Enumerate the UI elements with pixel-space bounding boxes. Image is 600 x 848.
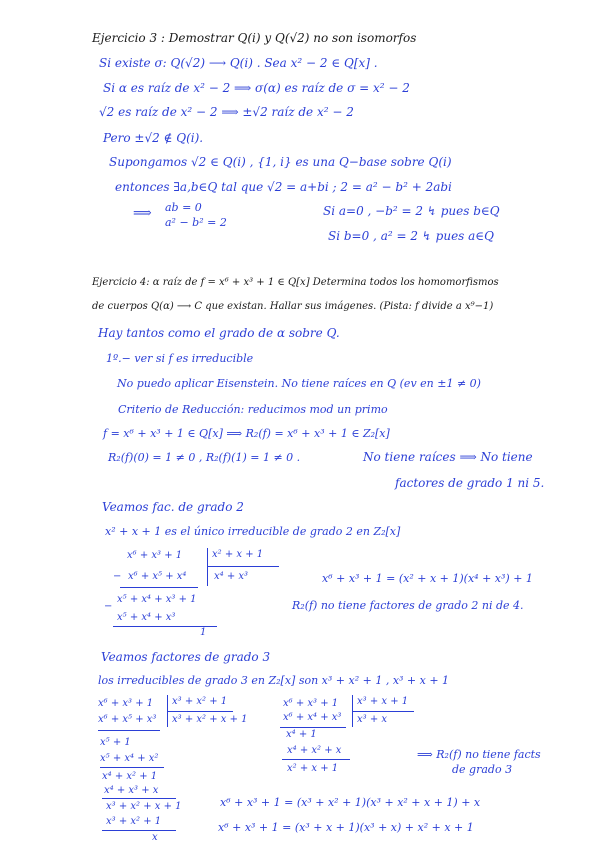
divB-step-3: x⁴ + x² + x <box>287 745 342 756</box>
div1-divisor-rule <box>207 566 279 567</box>
div1-equation: x⁶ + x³ + 1 = (x² + x + 1)(x⁴ + x³) + 1 <box>322 572 533 585</box>
ex4-line-5: f = x⁶ + x³ + 1 ∈ Q[x] ⟹ R₂(f) = x⁶ + x³ + 1 ∈ Z₂[x] <box>103 427 390 440</box>
divB-step-1: x⁶ + x⁴ + x³ <box>283 712 342 723</box>
ex4-title-line-1: Ejercicio 4: α raíz de f = x⁶ + x³ + 1 ∈ Q[x] Determina todos los homomorfismos <box>92 277 499 288</box>
ex4-line-10: x² + x + 1 es el único irreducible de grado 2 en Z₂[x] <box>105 525 401 538</box>
ex3-line-3: √2 es raíz de x² − 2 ⟹ ±√2 raíz de x² − 2 <box>99 105 354 119</box>
divA-step-4: x⁴ + x² + 1 <box>102 771 158 782</box>
ex4-line-9: Veamos fac. de grado 2 <box>102 500 244 514</box>
divB-rule-1 <box>280 727 346 728</box>
ex3-line-2: Si α es raíz de x² − 2 ⟹ σ(α) es raíz de σ = x² − 2 <box>103 81 410 95</box>
ex4-title-line-2: de cuerpos Q(α) ⟶ C que existan. Hallar sus imágenes. (Pista: f divide a x⁹−1) <box>92 301 494 312</box>
div1-minus-2: − <box>104 601 113 612</box>
ex3-line-4: Pero ±√2 ∉ Q(i). <box>103 131 204 145</box>
divA-step-3: x⁵ + x⁴ + x² <box>100 753 159 764</box>
divA-step-6: x³ + x² + x + 1 <box>106 801 182 812</box>
div1-sub-1: x⁶ + x⁵ + x⁴ <box>128 571 187 582</box>
divB-step-2: x⁴ + 1 <box>286 729 317 740</box>
deg3-heading: Veamos factores de grado 3 <box>101 650 271 664</box>
ex4-line-7: No tiene raíces ⟹ No tiene <box>363 450 533 464</box>
div1-rule-1 <box>120 587 198 588</box>
divA-rule-2 <box>100 767 164 768</box>
ex3-system-eq-2: a² − b² = 2 <box>165 216 227 229</box>
ex3-line-6: entonces ∃a,b∈Q tal que √2 = a+bi ; 2 = a² − b² + 2abi <box>115 180 452 194</box>
ex4-line-2: 1º.− ver si f es irreducible <box>106 352 254 365</box>
divB-divisor: x³ + x + 1 <box>357 696 409 707</box>
ex3-line-1: Si existe σ: Q(√2) ⟶ Q(i) . Sea x² − 2 ∈ Q[x] . <box>99 56 378 70</box>
ex4-line-8: factores de grado 1 ni 5. <box>395 476 545 490</box>
divB-equation: x⁶ + x³ + 1 = (x³ + x + 1)(x³ + x) + x² + x + 1 <box>218 821 474 834</box>
divA-step-1: x⁶ + x⁵ + x³ <box>98 714 157 725</box>
ex4-line-4: Criterio de Reducción: reducimos mod un primo <box>118 403 388 416</box>
ex3-line-5: Supongamos √2 ∈ Q(i) , {1, i} es una Q−base sobre Q(i) <box>109 155 452 169</box>
div1-conclusion: R₂(f) no tiene factores de grado 2 ni de 4. <box>292 599 524 612</box>
divA-rule-1 <box>98 730 160 731</box>
divA-rule-4 <box>102 830 176 831</box>
divA-remainder: x <box>152 832 158 843</box>
div1-divisor: x² + x + 1 <box>212 549 264 560</box>
div1-dividend: x⁶ + x³ + 1 <box>127 550 183 561</box>
divA-equation: x⁶ + x³ + 1 = (x³ + x² + 1)(x³ + x² + x + 1) + x <box>220 796 481 809</box>
ex3-case-b: Si b=0 , a² = 2 ↯ pues a∈Q <box>328 229 495 243</box>
div1-bracket <box>207 548 208 586</box>
ex3-title: Ejercicio 3 : Demostrar Q(i) y Q(√2) no son isomorfos <box>92 31 417 45</box>
deg3-irreducibles: los irreducibles de grado 3 en Z₂[x] son x³ + x² + 1 , x³ + x + 1 <box>98 674 450 687</box>
divA-quotient: x³ + x² + x + 1 <box>172 714 248 725</box>
divA-divisor: x³ + x² + 1 <box>172 696 228 707</box>
ex3-system-eq-1: ab = 0 <box>165 201 202 214</box>
ex3-case-a: Si a=0 , −b² = 2 ↯ pues b∈Q <box>323 204 500 218</box>
divB-rule-2 <box>282 759 350 760</box>
deg3-conclusion-2: de grado 3 <box>452 763 513 776</box>
divA-step-5: x⁴ + x³ + x <box>104 785 159 796</box>
ex3-implies-arrow: ⟹ <box>133 206 152 221</box>
deg3-conclusion-1: ⟹ R₂(f) no tiene facts <box>417 748 541 761</box>
div1-rem-1: x⁵ + x⁴ + x³ + 1 <box>117 594 197 605</box>
divA-step-7: x³ + x² + 1 <box>106 816 162 827</box>
divA-step-2: x⁵ + 1 <box>100 737 131 748</box>
ex4-line-1: Hay tantos como el grado de α sobre Q. <box>98 326 340 340</box>
divB-quotient: x³ + x <box>357 714 388 725</box>
divA-dividend: x⁶ + x³ + 1 <box>98 698 154 709</box>
divA-rule-3 <box>102 798 176 799</box>
divA-divisor-rule <box>167 711 233 712</box>
div1-minus-1: − <box>113 571 122 582</box>
divB-remainder: x² + x + 1 <box>287 763 339 774</box>
div1-rem-2: 1 <box>200 627 207 638</box>
divB-divisor-rule <box>352 711 414 712</box>
ex4-line-3: No puedo aplicar Eisenstein. No tiene raíces en Q (ev en ±1 ≠ 0) <box>117 377 481 390</box>
ex4-line-6: R₂(f)(0) = 1 ≠ 0 , R₂(f)(1) = 1 ≠ 0 . <box>108 451 301 464</box>
div1-quotient: x⁴ + x³ <box>214 571 249 582</box>
div1-sub-2: x⁵ + x⁴ + x³ <box>117 612 176 623</box>
divB-dividend: x⁶ + x³ + 1 <box>283 698 339 709</box>
